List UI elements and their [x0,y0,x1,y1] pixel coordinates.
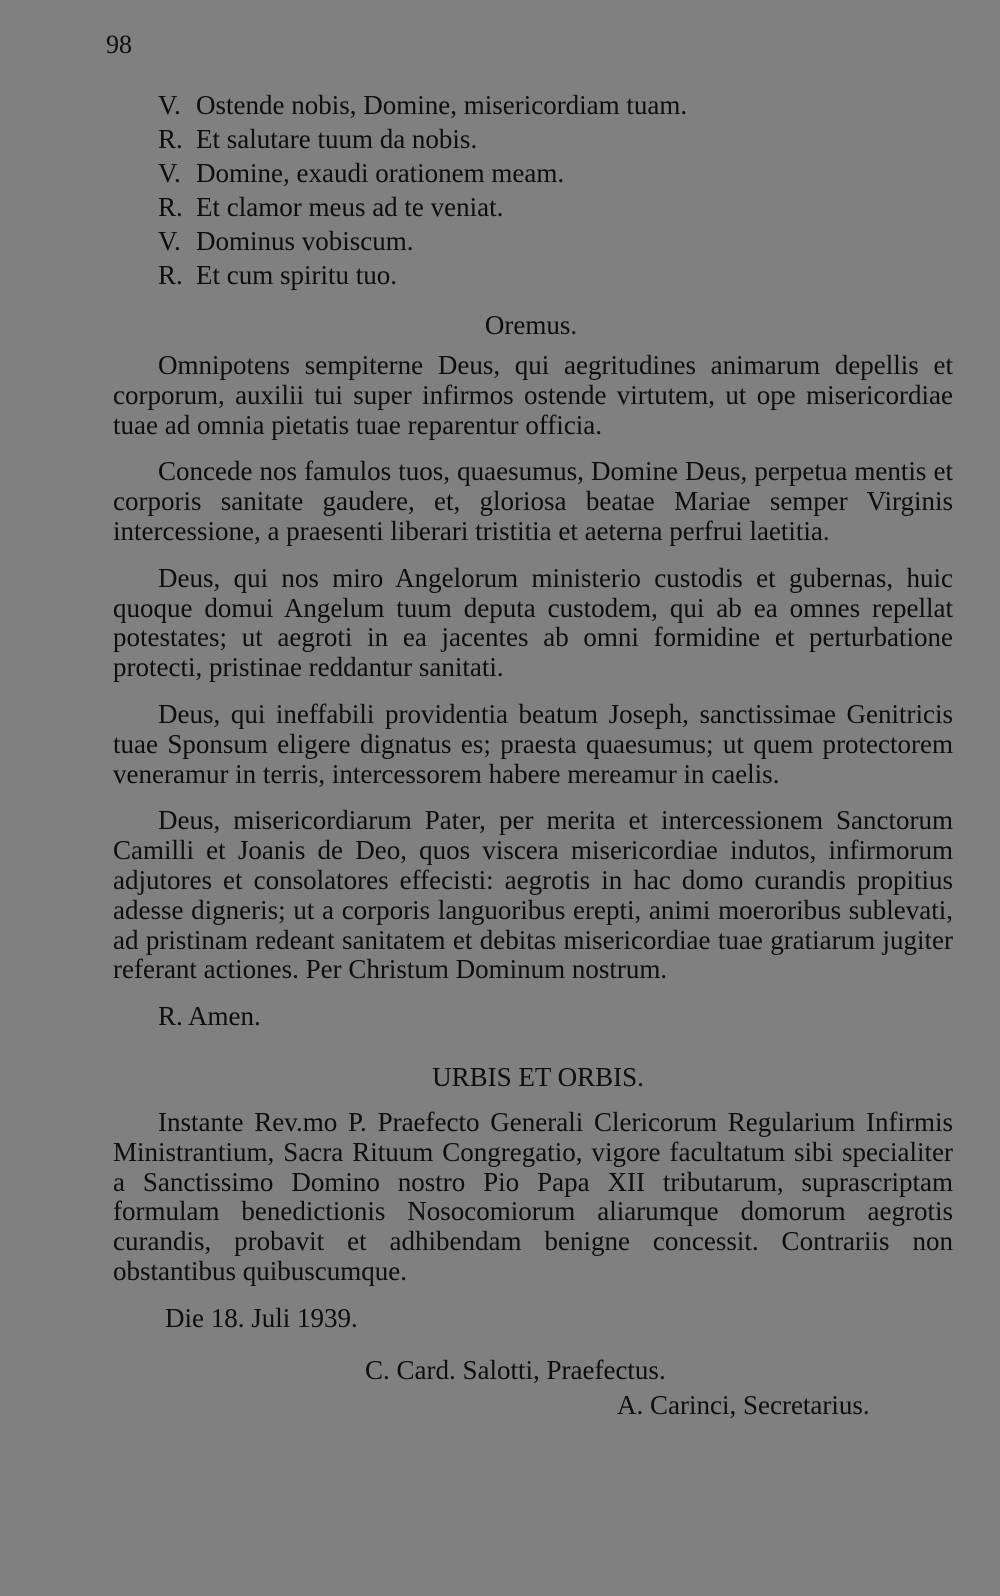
versicle-text: Ostende nobis, Domine, misericordiam tuam. [196,90,688,120]
section-title: URBIS ET ORBIS. [432,1061,644,1092]
versicle-text: Domine, exaudi orationem meam. [196,158,565,188]
signature-secretary: A. Carinci, Secretarius. [617,1390,870,1421]
versicle-mark: V. [158,90,181,120]
response-mark: R. [158,192,183,222]
response-mark: R. [158,260,183,290]
prayer-paragraph: Deus, misericordiarum Pater, per merita et intercessionem Sanctorum Camilli et Joanis de Deo, quos viscera misericordiae indutos, infirmorum adjutores et consolatores effecisti: aegrotis in hac domo curandis propitius adesse digneris; ut a corporis languoribus erepti, animi moeroribus sublevati, ad pristinam redeant sanitatem et debitas misericordiae tuae gratiarum jugiter referant actiones. Per Christum Dominum nostrum. [113,805,953,985]
versicles-list [158,88,918,292]
prayer-paragraph: Concede nos famulos tuos, quaesumus, Domine Deus, perpetua mentis et corporis sanitate gaudere, et, gloriosa beatae Mariae semper Virginis intercessione, a praesenti liberari tristitia et aeterna perfrui laetitia. [113,456,953,546]
signature-prefect: C. Card. Salotti, Praefectus. [365,1354,666,1385]
versicle-text: Dominus vobiscum. [196,226,414,256]
oremus-heading: Oremus. [484,310,578,340]
response-line [158,258,918,292]
prayer-paragraph: Deus, qui nos miro Angelorum ministerio custodis et gubernas, huic quoque domui Angelum tuum deputa custodem, qui ab ea omnes repellat potestates; ut aegroti in ea jacentes ab omni formidine et perturbatione protecti, pristinae reddantur sanitati. [113,562,953,683]
document-body [113,351,953,1421]
decree-date: Die 18. Juli 1939. [165,1302,358,1333]
prayer-paragraph: Deus, qui ineffabili providentia beatum Joseph, sanctissimae Genitricis tuae Sponsum eligere dignatus es; praesta quaesumus; ut quem protectorem veneramur in terris, intercessorem habere mereamur in caelis. [113,698,953,789]
versicle-mark: V. [158,158,181,188]
versicle-line [158,156,918,190]
versicle-line [158,224,918,258]
response-line [158,190,918,224]
decree-paragraph: Instante Rev.mo P. Praefecto Generali Clericorum Regularium Infirmis Ministrantium, Sacra Rituum Congregatio, vigore facultatum sibi specialiter a Sanctissimo Domino nostro Pio Papa XII tributarum, suprascriptam formulam benedictionis Nosocomiorum aliarumque domorum aegrotis curandis, probavit et adhibendam benigne concessit. Contrariis non obstantibus quibuscumque. [113,1106,953,1286]
amen-response: R. Amen. [158,1001,261,1032]
response-line [158,122,918,156]
response-text: Et cum spiritu tuo. [196,260,397,290]
response-mark: R. [158,124,183,154]
response-text: Et clamor meus ad te veniat. [196,192,504,222]
prayer-paragraph: Omnipotens sempiterne Deus, qui aegritudines animarum depellis et corporum, auxilii tui super infirmos ostende virtutem, ut ope misericordiae tuae ad omnia pietatis tuae reparentur officia. [113,350,953,440]
versicle-line [158,88,918,122]
page-number: 98 [106,30,132,59]
versicle-mark: V. [158,226,181,256]
response-text: Et salutare tuum da nobis. [196,124,478,154]
